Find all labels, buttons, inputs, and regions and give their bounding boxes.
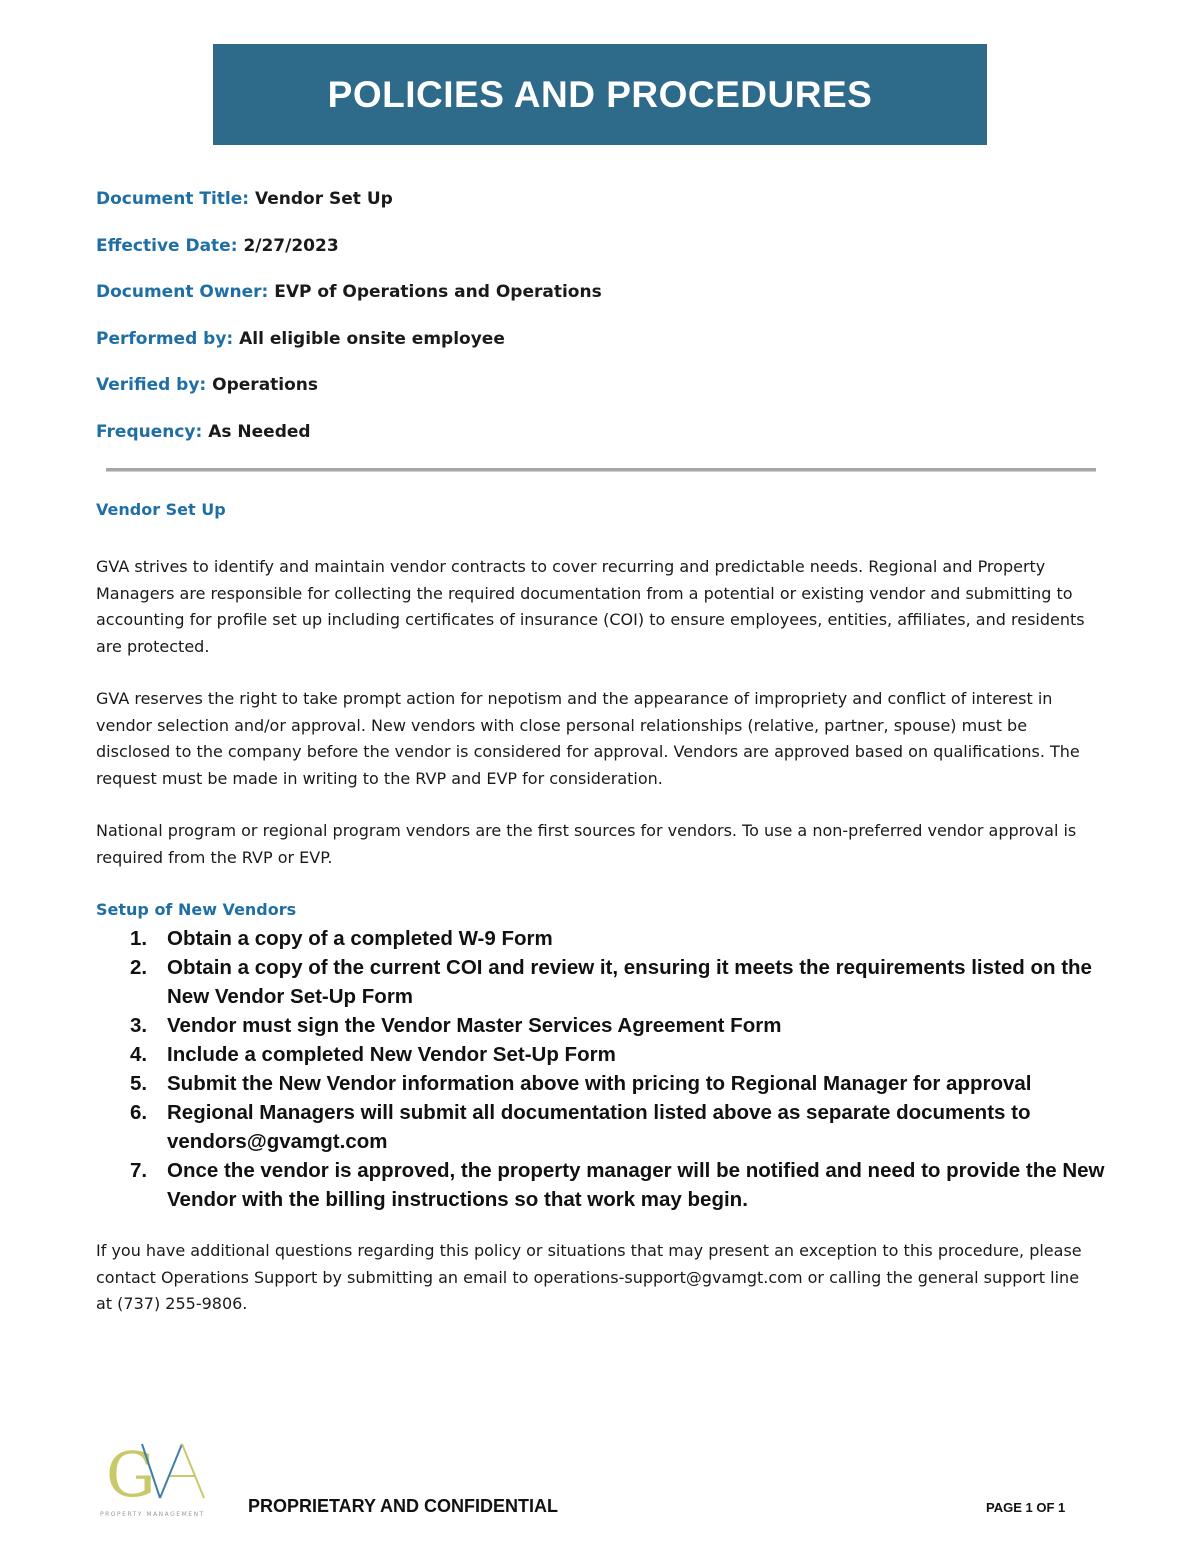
meta-value: 2/27/2023 [243,235,339,256]
meta-value: Operations [212,375,319,396]
meta-value: Vendor Set Up [255,189,393,209]
step-text: Once the vendor is approved, the property manager will be notified and need to provide the New Vendor with the billing instructions so that work may begin. [167,1159,1105,1211]
step-text: Vendor must sign the Vendor Master Services Agreement Form [167,1014,782,1037]
document-meta [96,186,1096,466]
meta-frequency [96,419,1096,466]
page-title: POLICIES AND PROCEDURES [327,73,873,115]
paragraph-contact: If you have additional questions regarding this policy or situations that may present an exception to this procedure, please contact Operations Support by submitting an email to operations-support@gvamgt.com or calling the general support line at (737) 255-9806. [96,1241,1082,1313]
meta-verified-by [96,372,1096,419]
meta-document-title [96,186,1096,233]
confidential-label: PROPRIETARY AND CONFIDENTIAL [248,1496,559,1516]
page-number: PAGE 1 OF 1 [986,1500,1066,1515]
meta-value: EVP of Operations and Operations [274,282,602,303]
meta-label: Document Owner: [96,282,269,303]
paragraph-nepotism: GVA reserves the right to take prompt action for nepotism and the appearance of impropriety and conflict of interest in vendor selection and/or approval. New vendors with close personal relationships (relative, partner, spouse) must be disclosed to the company before the vendor is considered for approval. Vendors are approved based on qualifications. The request must be made in writing to the RVP and EVP for consideration. [96,689,1080,788]
list-item [130,1156,1105,1214]
meta-label: Performed by: [96,328,234,349]
step-text: Obtain a copy of a completed W-9 Form [167,927,553,950]
paragraph-preferred-vendors: National program or regional program vendors are the first sources for vendors. To use a non-preferred vendor approval is required from the RVP or EVP. [96,821,1077,867]
meta-performed-by [96,326,1096,373]
gva-logo [100,1430,215,1520]
step-number: 3. [130,1014,148,1037]
meta-value: All eligible onsite employee [239,328,505,349]
list-item [130,924,1105,953]
meta-label: Document Title: [96,189,250,209]
step-number: 2. [130,956,148,979]
divider [106,468,1096,472]
step-text: Regional Managers will submit all documentation listed above as separate documents to vendors@gvamgt.com [167,1101,1031,1153]
logo-a-stroke [182,1444,204,1498]
step-number: 5. [130,1072,148,1095]
section-heading: Vendor Set Up [96,500,226,519]
step-number: 7. [130,1159,148,1182]
step-text: Submit the New Vendor information above with pricing to Regional Manager for approval [167,1072,1032,1095]
setup-steps-list [130,924,1105,1214]
meta-value: As Needed [208,421,311,442]
logo-v-stroke [160,1444,182,1498]
meta-effective-date [96,233,1096,280]
step-number: 1. [130,927,148,950]
setup-heading: Setup of New Vendors [96,900,297,919]
step-text: Obtain a copy of the current COI and review it, ensuring it meets the requirements listed on the New Vendor Set-Up Form [167,956,1092,1008]
meta-label: Verified by: [96,375,207,396]
meta-label: Frequency: [96,421,203,442]
meta-label: Effective Date: [96,235,238,256]
logo-letter-g: G [106,1438,156,1511]
step-number: 4. [130,1043,148,1066]
list-item [130,1011,1105,1040]
list-item [130,1098,1105,1156]
header-banner [213,44,987,145]
step-number: 6. [130,1101,148,1124]
step-text: Include a completed New Vendor Set-Up Form [167,1043,616,1066]
paragraph-intro: GVA strives to identify and maintain vendor contracts to cover recurring and predictable needs. Regional and Property Managers are responsible for collecting the required documentation from a potential or existing vendor and submitting to accounting for profile set up including certificates of insurance (COI) to ensure employees, entities, affiliates, and residents are protected. [96,557,1085,656]
list-item [130,953,1105,1011]
list-item [130,1040,1105,1069]
meta-document-owner [96,279,1096,326]
list-item [130,1069,1105,1098]
logo-subtext: PROPERTY MANAGEMENT [100,1511,205,1518]
